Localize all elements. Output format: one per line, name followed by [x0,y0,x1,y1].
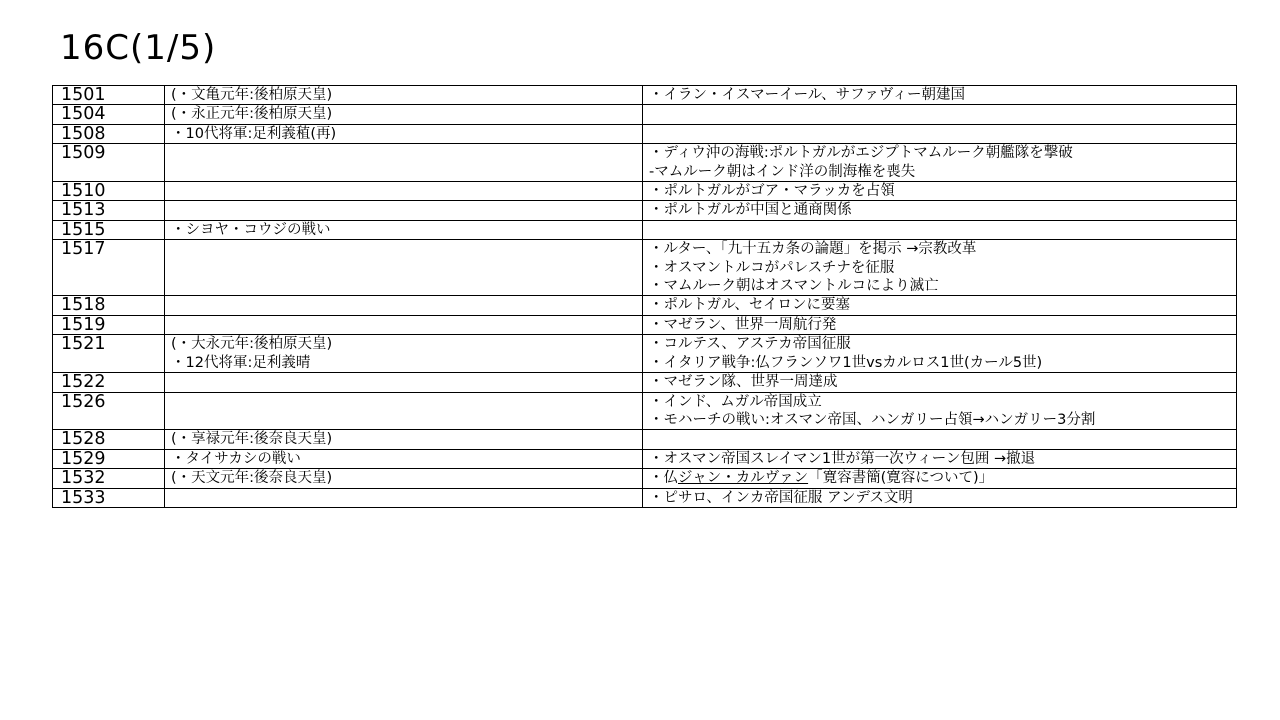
event-line: ・インド、ムガル帝国成立 [649,393,822,410]
japan-events-cell [165,488,643,507]
world-events-cell [643,182,1237,201]
year-cell: 1501 [53,86,165,105]
japan-events-cell [165,296,643,315]
japan-events-cell [165,144,643,182]
table-row [53,220,1237,239]
world-events-cell [643,373,1237,392]
event-line: ・マゼラン隊、世界一周達成 [649,374,838,391]
japan-events-cell [165,86,643,105]
year-cell: 1509 [53,144,165,182]
table-row [53,182,1237,201]
table-row [53,296,1237,315]
japan-events-cell [165,469,643,488]
event-line: ・マゼラン、世界一周航行発 [649,316,837,333]
year-cell: 1508 [53,124,165,143]
year-cell: 1510 [53,182,165,201]
event-line: ・ピサロ、インカ帝国征服 アンデス文明 [649,489,913,506]
event-line: (・永正元年:後柏原天皇) [171,106,333,123]
world-events-cell [643,124,1237,143]
event-line: ・タイサカシの戦い [171,450,301,467]
japan-events-cell [165,182,643,201]
table-row [53,449,1237,468]
japan-events-cell [165,335,643,373]
table-row [53,105,1237,124]
world-events-cell [643,86,1237,105]
year-cell: 1532 [53,469,165,488]
year-cell: 1526 [53,392,165,430]
table-row [53,315,1237,334]
event-line: ・10代将軍:足利義稙(再) [171,125,337,142]
world-events-cell [643,449,1237,468]
table-row [53,86,1237,105]
world-events-cell [643,430,1237,449]
japan-events-cell [165,315,643,334]
timeline-table [52,85,1237,508]
year-cell: 1504 [53,105,165,124]
event-line: ・コルテス、アステカ帝国征服 [649,336,851,353]
japan-events-cell [165,105,643,124]
page-title: 16C(1/5) [60,28,217,68]
event-line: (・享禄元年:後奈良天皇) [171,431,333,448]
year-cell: 1515 [53,220,165,239]
event-line: ・マムルーク朝はオスマントルコにより滅亡 [649,278,939,295]
event-line: (・大永元年:後柏原天皇) [171,336,333,353]
underlined-name: ジャン・カルヴァン [678,470,809,487]
event-line: ・シヨヤ・コウジの戦い [171,221,331,238]
year-cell: 1517 [53,240,165,296]
world-events-cell [643,240,1237,296]
event-line: ・モハーチの戦い:オスマン帝国、ハンガリー占領→ハンガリー3分割 [649,411,1096,428]
year-cell: 1522 [53,373,165,392]
table-row [53,201,1237,220]
event-line: ・オスマン帝国スレイマン1世が第一次ウィーン包囲 →撤退 [649,450,1036,467]
world-events-cell [643,392,1237,430]
table-row [53,240,1237,296]
table-row [53,469,1237,488]
event-line: ・ポルトガル、セイロンに要塞 [649,297,850,314]
japan-events-cell [165,392,643,430]
world-events-cell [643,315,1237,334]
event-line: ・仏ジャン・カルヴァン「寛容書簡(寛容について)」 [649,470,994,487]
event-line: ・ディウ沖の海戦:ポルトガルがエジプトマムルーク朝艦隊を撃破 [649,145,1073,162]
japan-events-cell [165,373,643,392]
event-line: ・ポルトガルが中国と通商関係 [649,202,852,219]
japan-events-cell [165,240,643,296]
event-line: (・天文元年:後奈良天皇) [171,470,333,487]
world-events-cell [643,144,1237,182]
year-cell: 1521 [53,335,165,373]
table-row [53,392,1237,430]
japan-events-cell [165,430,643,449]
world-events-cell [643,296,1237,315]
event-line: ・イラン・イスマーイール、サファヴィー朝建国 [649,87,965,103]
year-cell: 1513 [53,201,165,220]
event-line: (・文亀元年:後柏原天皇) [171,87,333,103]
year-cell: 1529 [53,449,165,468]
event-line: ・ポルトガルがゴア・マラッカを占領 [649,183,895,200]
japan-events-cell [165,449,643,468]
table-row [53,124,1237,143]
event-line: ・12代将軍:足利義晴 [171,354,311,371]
table-row [53,144,1237,182]
japan-events-cell [165,124,643,143]
table-row [53,488,1237,507]
japan-events-cell [165,201,643,220]
table-row [53,430,1237,449]
world-events-cell [643,335,1237,373]
event-line: ・イタリア戦争:仏フランソワ1世vsカルロス1世(カール5世) [649,354,1043,371]
world-events-cell [643,469,1237,488]
world-events-cell [643,201,1237,220]
event-line: -マムルーク朝はインド洋の制海権を喪失 [649,163,916,180]
year-cell: 1519 [53,315,165,334]
event-line: ・オスマントルコがパレスチナを征服 [649,259,895,276]
japan-events-cell [165,220,643,239]
year-cell: 1533 [53,488,165,507]
world-events-cell [643,220,1237,239]
table-row [53,335,1237,373]
year-cell: 1518 [53,296,165,315]
year-cell: 1528 [53,430,165,449]
world-events-cell [643,105,1237,124]
event-line: ・ルター、「九十五カ条の論題」を掲示 →宗教改革 [649,241,977,258]
table-row [53,373,1237,392]
world-events-cell [643,488,1237,507]
